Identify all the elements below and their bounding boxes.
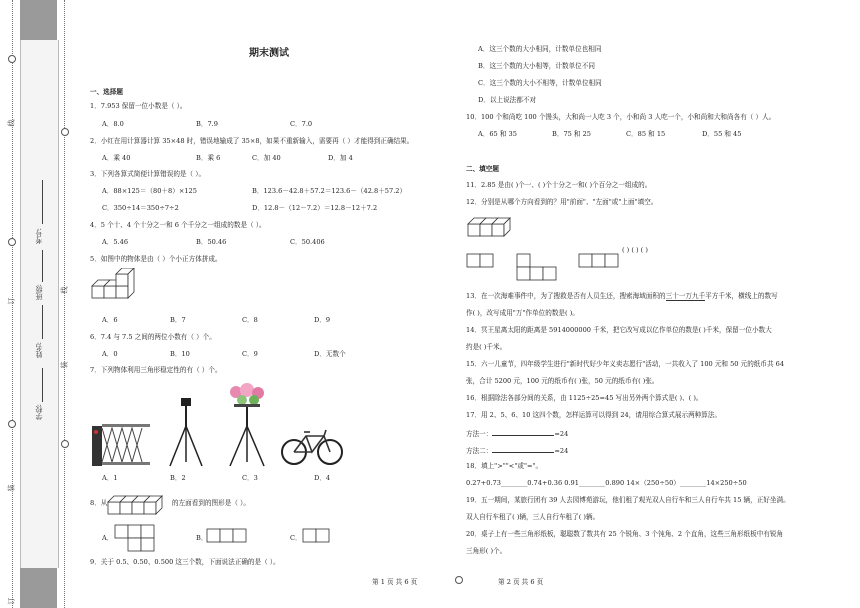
q2-option-a[interactable]: A．乘 40 bbox=[102, 154, 131, 162]
q4-option-a[interactable]: A．5.46 bbox=[102, 238, 129, 246]
inner-dotted-line bbox=[64, 0, 65, 608]
q6-option-b[interactable]: B．10 bbox=[170, 350, 190, 358]
q10-option-a[interactable]: A．65 和 35 bbox=[478, 130, 517, 138]
q7-option-d[interactable]: D．4 bbox=[314, 474, 331, 482]
q13-underlined-number: 三十一万九千 bbox=[665, 292, 706, 300]
question-8-suffix: 的左面看到的图形是（ ）。 bbox=[172, 499, 250, 507]
q17-method-2-blank[interactable] bbox=[492, 445, 554, 453]
binding-bar-middle bbox=[20, 40, 59, 568]
q12-cube-figure bbox=[466, 214, 518, 240]
school-field-line[interactable] bbox=[42, 368, 43, 402]
q17-method-2-label: 方法二： bbox=[466, 447, 493, 455]
question-20-line1: 20．桌子上有一些三角形纸板，聪聪数了数共有 25 个锐角、3 个钝角、2 个直角，这些三角形纸板中有锐角 bbox=[466, 530, 784, 538]
q3-option-c[interactable]: C．350÷14＝350÷7÷2 bbox=[102, 204, 179, 212]
punch-hole-marker bbox=[61, 128, 69, 136]
q1-option-b[interactable]: B．7.9 bbox=[196, 120, 218, 128]
q9-option-d[interactable]: D．以上说法都不对 bbox=[478, 96, 537, 104]
q8-option-a-figure bbox=[114, 524, 158, 552]
question-11: 11．2.85 是由( )个一、( )个十分之一和( )个百分之一组成的。 bbox=[466, 181, 652, 189]
inner-line-label: 线 bbox=[60, 286, 69, 294]
class-field-line[interactable] bbox=[42, 250, 43, 282]
q3-option-b[interactable]: B．123.6－42.8＋57.2＝123.6－（42.8＋57.2） bbox=[252, 187, 407, 195]
inner-cut-label: 装 bbox=[60, 361, 69, 369]
q6-option-a[interactable]: A．0 bbox=[102, 350, 118, 358]
outer-bind-label: 订 bbox=[7, 297, 16, 305]
q5-option-a[interactable]: A．6 bbox=[102, 316, 118, 324]
q17-method-1 bbox=[466, 428, 568, 438]
binding-bar-bottom bbox=[20, 568, 57, 608]
name-field-line[interactable] bbox=[42, 305, 43, 339]
binding-bar-top bbox=[20, 0, 57, 40]
q5-cube-figure bbox=[90, 268, 142, 308]
q7-bicycle-image bbox=[280, 426, 344, 466]
q1-option-c[interactable]: C．7.0 bbox=[290, 120, 313, 128]
school-field-label: 学校: bbox=[35, 404, 43, 421]
q2-option-c[interactable]: C．加 40 bbox=[252, 154, 281, 162]
outer-line-label: 线 bbox=[7, 119, 16, 127]
question-13-line1 bbox=[466, 292, 778, 301]
punch-hole-marker bbox=[8, 238, 16, 246]
question-16: 16．根据除法各部分间的关系，由 1125÷25=45 写出另外两个算式是( )、( )。 bbox=[466, 394, 703, 402]
question-19-line1: 19．五一期间，某旅行团有 39 人去园博苑游玩，他们租了观光双人自行车和三人自行车共 15 辆，正好坐满。 bbox=[466, 496, 790, 504]
question-12: 12．分别是从哪个方向看到的？用"前面"、"左面"或"上面"填空。 bbox=[466, 198, 658, 206]
number-field-line[interactable] bbox=[42, 180, 43, 224]
q10-option-c[interactable]: C．85 和 15 bbox=[626, 130, 666, 138]
q7-retractable-gate-image bbox=[90, 412, 152, 468]
q7-camera-tripod-image bbox=[166, 396, 206, 468]
number-field-label: 考号: bbox=[35, 228, 43, 245]
q5-option-b[interactable]: B．7 bbox=[170, 316, 186, 324]
q17-method-1-blank[interactable] bbox=[492, 428, 554, 436]
exam-title: 期末测试 bbox=[249, 48, 289, 59]
q3-option-a[interactable]: A．88×125＝（80＋8）×125 bbox=[102, 187, 197, 195]
question-5: 5．如图中的物体是由（ ）个小正方体拼成。 bbox=[90, 255, 222, 263]
outer-cut-label: 装 bbox=[7, 484, 16, 492]
q3-option-d[interactable]: D．12.8－（12－7.2）＝12.8－12＋7.2 bbox=[252, 204, 378, 212]
question-15-line2: 张，合计 5200 元，100 元的纸币有( )张，50 元的纸币有( )张。 bbox=[466, 377, 659, 385]
q5-option-d[interactable]: D．9 bbox=[314, 316, 331, 324]
q17-method-2-result: =24 bbox=[554, 447, 569, 455]
q7-option-a[interactable]: A．1 bbox=[102, 474, 118, 482]
q1-option-a[interactable]: A．8.0 bbox=[102, 120, 124, 128]
question-7: 7．下列物体利用三角形稳定性的有（ ）个。 bbox=[90, 366, 222, 374]
q12-view-3 bbox=[578, 252, 622, 270]
question-3: 3．下列各算式简便计算错误的是（ ）。 bbox=[90, 170, 206, 178]
q17-method-1-label: 方法一： bbox=[466, 430, 493, 438]
q17-method-2 bbox=[466, 445, 568, 455]
name-field-label: 姓名: bbox=[35, 342, 43, 359]
question-10: 10．100 个和尚吃 100 个馒头，大和尚一人吃 3 个，小和尚 3 人吃一个，小和尚和大和尚各有（ ）人。 bbox=[466, 113, 776, 121]
q8-cube-figure bbox=[106, 488, 164, 518]
center-marker bbox=[455, 576, 463, 584]
q13-text-b: 平方千米，横线上的数写 bbox=[705, 292, 778, 300]
q9-option-c[interactable]: C．这三个数的大小不相等，计数单位相同 bbox=[478, 79, 602, 87]
question-18: 18．填上">""<"或"="。 bbox=[466, 462, 543, 470]
question-14-line2: 约是( )千米。 bbox=[466, 343, 507, 351]
q10-option-b[interactable]: B．75 和 25 bbox=[552, 130, 592, 138]
binding-strip bbox=[0, 0, 78, 608]
question-8-prefix: 8．从 bbox=[90, 499, 108, 507]
question-13-line2: 作( )，改写成用"万"作单位的数是( )。 bbox=[466, 309, 579, 317]
page-footer-left: 第 1 页 共 6 页 bbox=[372, 578, 418, 586]
q9-option-b[interactable]: B．这三个数的大小相等，计数单位不同 bbox=[478, 62, 595, 70]
question-19-line2: 双人自行车租了( )辆，三人自行车租了( )辆。 bbox=[466, 513, 600, 521]
q12-answer-blanks[interactable]: ( ) ( ) ( ) bbox=[622, 246, 648, 254]
q4-option-c[interactable]: C．50.406 bbox=[290, 238, 325, 246]
q17-method-1-result: =24 bbox=[554, 430, 569, 438]
q5-option-c[interactable]: C．8 bbox=[242, 316, 258, 324]
question-9: 9．关于 0.5、0.50、0.500 这三个数，下面说法正确的是（ ）。 bbox=[90, 558, 280, 566]
q8-option-c[interactable]: C． bbox=[290, 534, 302, 542]
q2-option-d[interactable]: D．加 4 bbox=[328, 154, 353, 162]
punch-hole-marker bbox=[61, 440, 69, 448]
q6-option-d[interactable]: D．无数个 bbox=[314, 350, 346, 358]
q12-view-1 bbox=[466, 252, 496, 270]
q4-option-b[interactable]: B．50.46 bbox=[196, 238, 227, 246]
q18-comparisons[interactable]: 0.27+0.73________0.74+0.36 0.91________0.890 14×（250÷50）________14×250÷50 bbox=[466, 479, 747, 487]
q9-option-a[interactable]: A．这三个数的大小相同，计数单位也相同 bbox=[478, 45, 602, 53]
q6-option-c[interactable]: C．9 bbox=[242, 350, 258, 358]
question-1: 1．7.953 保留一位小数是（ ）。 bbox=[90, 102, 187, 110]
q8-option-b-figure bbox=[206, 528, 250, 544]
class-field-label: 班级: bbox=[35, 284, 43, 301]
q8-option-a[interactable]: A． bbox=[102, 534, 114, 542]
page-footer-right: 第 2 页 共 6 页 bbox=[498, 578, 544, 586]
question-6: 6．7.4 与 7.5 之间的两位小数有（ ）个。 bbox=[90, 333, 216, 341]
q7-flower-stand-image bbox=[224, 382, 270, 468]
q8-option-c-figure bbox=[302, 528, 332, 544]
question-2: 2．小红在用计算器计算 35×48 时，错误地输成了 35×8，如果不重新输入，需要再（ ）才能得到正确结果。 bbox=[90, 137, 414, 145]
question-4: 4．5 个十、4 个十分之一和 6 个千分之一组成的数是（ ）。 bbox=[90, 221, 266, 229]
q12-view-2 bbox=[516, 252, 560, 284]
question-15-line1: 15．六一儿童节，四年级学生进行"新时代好少年义卖志愿行"活动，一共收入了 100 元和 50 元的纸币共 64 bbox=[466, 360, 785, 368]
section-fill-heading: 二、填空题 bbox=[466, 165, 499, 173]
q10-option-d[interactable]: D．55 和 45 bbox=[702, 130, 742, 138]
punch-hole-marker bbox=[8, 55, 16, 63]
section-choice-heading: 一、选择题 bbox=[90, 88, 123, 96]
question-14-line1: 14．冥王星离太阳的距离是 5914000000 千米，把它改写成以亿作单位的数是( )千米，保留一位小数大 bbox=[466, 326, 772, 334]
question-17: 17．用 2、5、6、10 这四个数，怎样运算可以得到 24，请用综合算式展示两种算法。 bbox=[466, 411, 722, 419]
q7-option-c[interactable]: C．3 bbox=[242, 474, 258, 482]
q2-option-b[interactable]: B．乘 6 bbox=[196, 154, 221, 162]
q8-option-b[interactable]: B． bbox=[196, 534, 208, 542]
outer-bottom-label: 订 bbox=[7, 597, 16, 605]
punch-hole-marker bbox=[8, 420, 16, 428]
q13-text-a: 13．在一次海难事件中，为了搜救是否有人员生还，搜索海域面积的 bbox=[466, 292, 666, 300]
q7-option-b[interactable]: B．2 bbox=[170, 474, 186, 482]
question-20-line2: 三角形( )个。 bbox=[466, 547, 507, 555]
